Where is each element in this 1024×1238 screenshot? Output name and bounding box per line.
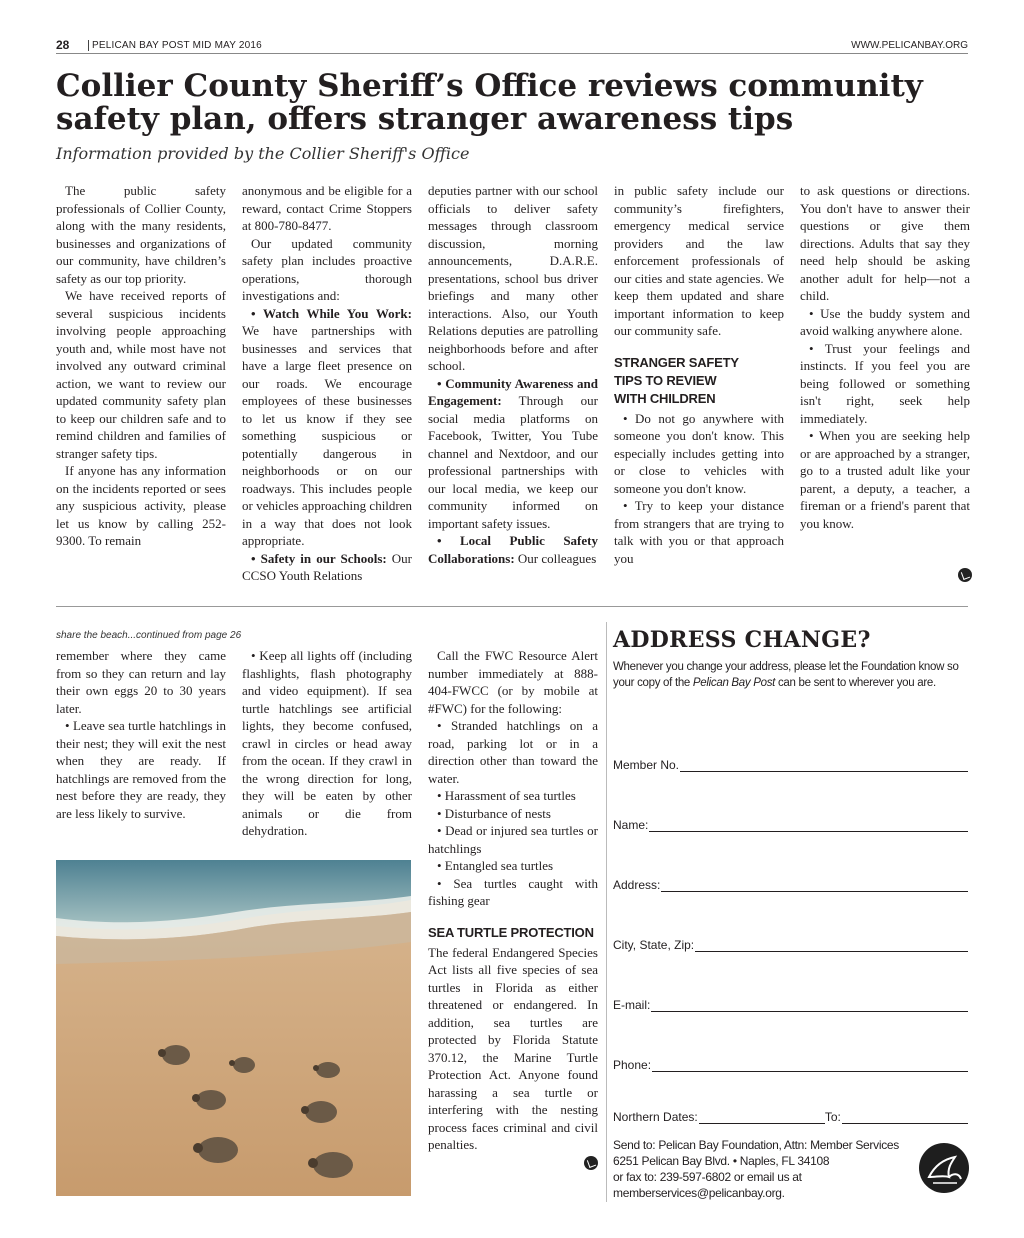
list-item: • Stranded hatchlings on a road, parking lot or in a direction other than toward the water. (428, 718, 598, 786)
bullet-text: Through our social media platforms on Facebook, Twitter, You Tube channel and Nextdoor, and our professional partnerships with our local media, we keep our community informed on important safety issues. (428, 393, 598, 531)
paragraph: • Keep all lights off (including flashlights, flash photography and video equipment). If sea turtle hatchlings see artificial lights, they become confused, crawl in circles or head away from the ocean. If they crawl in the wrong direction for long, they will be eaten by other animals or die from dehydration. (242, 648, 412, 838)
field-label: Address: (613, 878, 661, 892)
paragraph: The public safety professionals of Collier County, along with the many residents, businesses and organizations of our community, have children’s safety as our top priority. (56, 183, 226, 286)
paragraph (428, 532, 598, 567)
name-field[interactable] (613, 816, 968, 832)
tip-item: • When you are seeking help or are approached by a stranger, go to a trusted adult like your parent, a deputy, a teacher, a fireman or a friend's parent that you know. (800, 428, 970, 531)
field-label: Name: (613, 818, 649, 832)
paragraph: Call the FWC Resource Alert number immediately at 888-404-FWCC (or by mobile at #FWC) for the following: (428, 648, 598, 716)
field-label: To: (824, 1110, 841, 1124)
blank-line[interactable] (699, 1112, 825, 1124)
pelican-logo-icon (919, 1143, 969, 1193)
paragraph: • Leave sea turtle hatchlings in their nest; they will exit the nest when they are ready. If hatchlings are removed from the nest before they are ready, they are less likely to survive. (56, 718, 226, 821)
paragraph: to ask questions or directions. You don't have to answer their questions or give them directions. Adults that say they need help should be asking another adult for help—not a child. (800, 183, 970, 303)
paragraph (242, 305, 412, 550)
send-to-info: Send to: Pelican Bay Foundation, Attn: Member Services 6251 Pelican Bay Blvd. • Naples, FL 34108 or fax to: 239-597-6802 or email us at memberservices@pelicanbay.org. (613, 1138, 899, 1200)
page-number: 28 (56, 38, 70, 52)
blank-line[interactable] (695, 940, 968, 952)
subhead-line: STRANGER SAFETY (614, 354, 739, 370)
address-change-form (613, 627, 968, 1200)
paragraph (242, 550, 412, 585)
paragraph: deputies partner with our school officials to deliver safety messages through classroom discussion, morning announcements, D.A.R.E. presentations, school bus driver briefings and many other interactions. Also, our Youth Relations deputies are patrolling neighborhoods before and after school. (428, 183, 598, 373)
article-column-1 (56, 182, 226, 550)
publication-name: Pelican Bay Post (692, 677, 776, 689)
field-label: Phone: (613, 1058, 652, 1072)
continued-column-1 (56, 647, 226, 822)
article-column-3 (428, 182, 598, 567)
tip-item: • Trust your feelings and instincts. If you feel you are being followed or something isn't right, seek help immediately. (800, 340, 970, 426)
list-item: • Disturbance of nests (437, 805, 551, 821)
blank-line[interactable] (649, 820, 968, 832)
paragraph: We have received reports of several suspicious incidents involving people approaching youth and, while most have not involved any outward criminal action, we want to review our updated community safety plan to keep our children safe and to remind children and families of stranger safety tips. (56, 288, 226, 461)
publication-info: PELICAN BAY POST MID MAY 2016 (88, 40, 262, 51)
paragraph: Our updated community safety plan includes proactive operations, thorough investigations and: (242, 235, 412, 303)
tip-item: • Do not go anywhere with someone you don't know. This especially includes getting into or close to vehicles with someone you don't know. (614, 410, 784, 496)
address-change-title: ADDRESS CHANGE? (613, 627, 871, 653)
field-label: E-mail: (613, 998, 651, 1012)
address-change-intro: Whenever you change your address, please let the Foundation know so your copy of the Pelican Bay Post can be sent to wherever you are. (613, 661, 959, 689)
subhead-line: TIPS TO REVIEW (614, 372, 717, 388)
field-label: Northern Dates: (613, 1110, 698, 1124)
blank-line[interactable] (651, 1000, 968, 1012)
bullet-text: We have partnerships with businesses and services that have a large fleet presence on our roads. We encourage employees of these businesses to let us know if they see something suspicious or potentially dangerous in neighborhoods or on our roadways. This includes people or vehicles approaching children in a way that does not look appropriate. (242, 323, 413, 548)
section-subhead (614, 354, 784, 408)
bullet-label: • Local Public Safety Collaborations: (428, 533, 598, 566)
northern-dates-field[interactable] (613, 1108, 968, 1124)
end-of-article-icon (584, 1156, 598, 1170)
list-item: • Sea turtles caught with fishing gear (428, 875, 598, 908)
tip-item: • Use the buddy system and avoid walking anywhere alone. (800, 305, 970, 338)
email-field[interactable] (613, 996, 968, 1012)
paragraph: If anyone has any information on the incidents reported or sees any suspicious activity, please let us know by calling 252-9300. To remain (56, 463, 226, 548)
article-column-4 (614, 182, 784, 567)
bullet-label: • Safety in our Schools: (251, 550, 387, 566)
page-header (56, 38, 968, 54)
section-divider (56, 606, 968, 607)
subhead-line: WITH CHILDREN (614, 390, 716, 406)
byline: Information provided by the Collier Sheriff's Office (56, 144, 470, 163)
website-url: WWW.PELICANBAY.ORG (851, 40, 968, 51)
bullet-label: • Community Awareness and Engagement: (428, 375, 598, 408)
article-column-5 (800, 182, 970, 532)
tip-item: • Try to keep your distance from strangers that are trying to talk with you or that approach you (614, 498, 784, 566)
list-item: • Harassment of sea turtles (437, 788, 576, 803)
bullet-text: Our colleagues (514, 550, 597, 566)
section-subhead: SEA TURTLE PROTECTION (428, 924, 594, 940)
field-label: Member No. (613, 758, 680, 772)
article-column-2 (242, 182, 412, 585)
bullet-text: Our CCSO Youth Relations (242, 550, 412, 583)
blank-line[interactable] (652, 1060, 968, 1072)
list-item: • Dead or injured sea turtles or hatchlings (428, 823, 598, 856)
paragraph (428, 375, 598, 533)
phone-field[interactable] (613, 1056, 968, 1072)
paragraph: anonymous and be eligible for a reward, contact Crime Stoppers at 800-780-8477. (242, 183, 412, 233)
blank-line[interactable] (842, 1112, 968, 1124)
blank-line[interactable] (661, 880, 968, 892)
field-label: City, State, Zip: (613, 938, 695, 952)
headline-line: safety plan, offers stranger awareness tips (56, 101, 794, 137)
list-item: • Entangled sea turtles (437, 858, 554, 873)
continued-column-2 (242, 647, 412, 840)
continued-column-3 (428, 647, 598, 1154)
bullet-label: • Watch While You Work: (251, 305, 412, 321)
address-field[interactable] (613, 876, 968, 892)
paragraph: The federal Endangered Species Act lists all five species of sea turtles in Florida as either threatened or endangered. In addition, sea turtles are protected by Florida Statute 370.12, the Marine Turtle Protection Act. Anyone found harassing a sea turtle or interfering with the nesting process faces criminal and civil penalties. (428, 944, 598, 1152)
beach-photo-image (56, 860, 411, 1196)
city-state-zip-field[interactable] (613, 936, 968, 952)
headline-line: Collier County Sheriff’s Office reviews community (56, 68, 923, 104)
headline (56, 70, 956, 136)
end-of-article-icon (958, 568, 972, 582)
sea-turtle-hatchlings-photo (56, 860, 411, 1196)
continued-label: share the beach...continued from page 26 (56, 630, 242, 641)
column-rule (606, 622, 607, 1202)
paragraph: in public safety include our community’s firefighters, emergency medical service providers and the law enforcement professionals of our cities and state agencies. We keep them updated and share important information to keep our community safe. (614, 183, 784, 338)
paragraph: remember where they came from so they can return and lay their own eggs 20 to 30 years later. (56, 648, 226, 716)
member-number-field[interactable] (613, 756, 968, 772)
blank-line[interactable] (680, 760, 968, 772)
